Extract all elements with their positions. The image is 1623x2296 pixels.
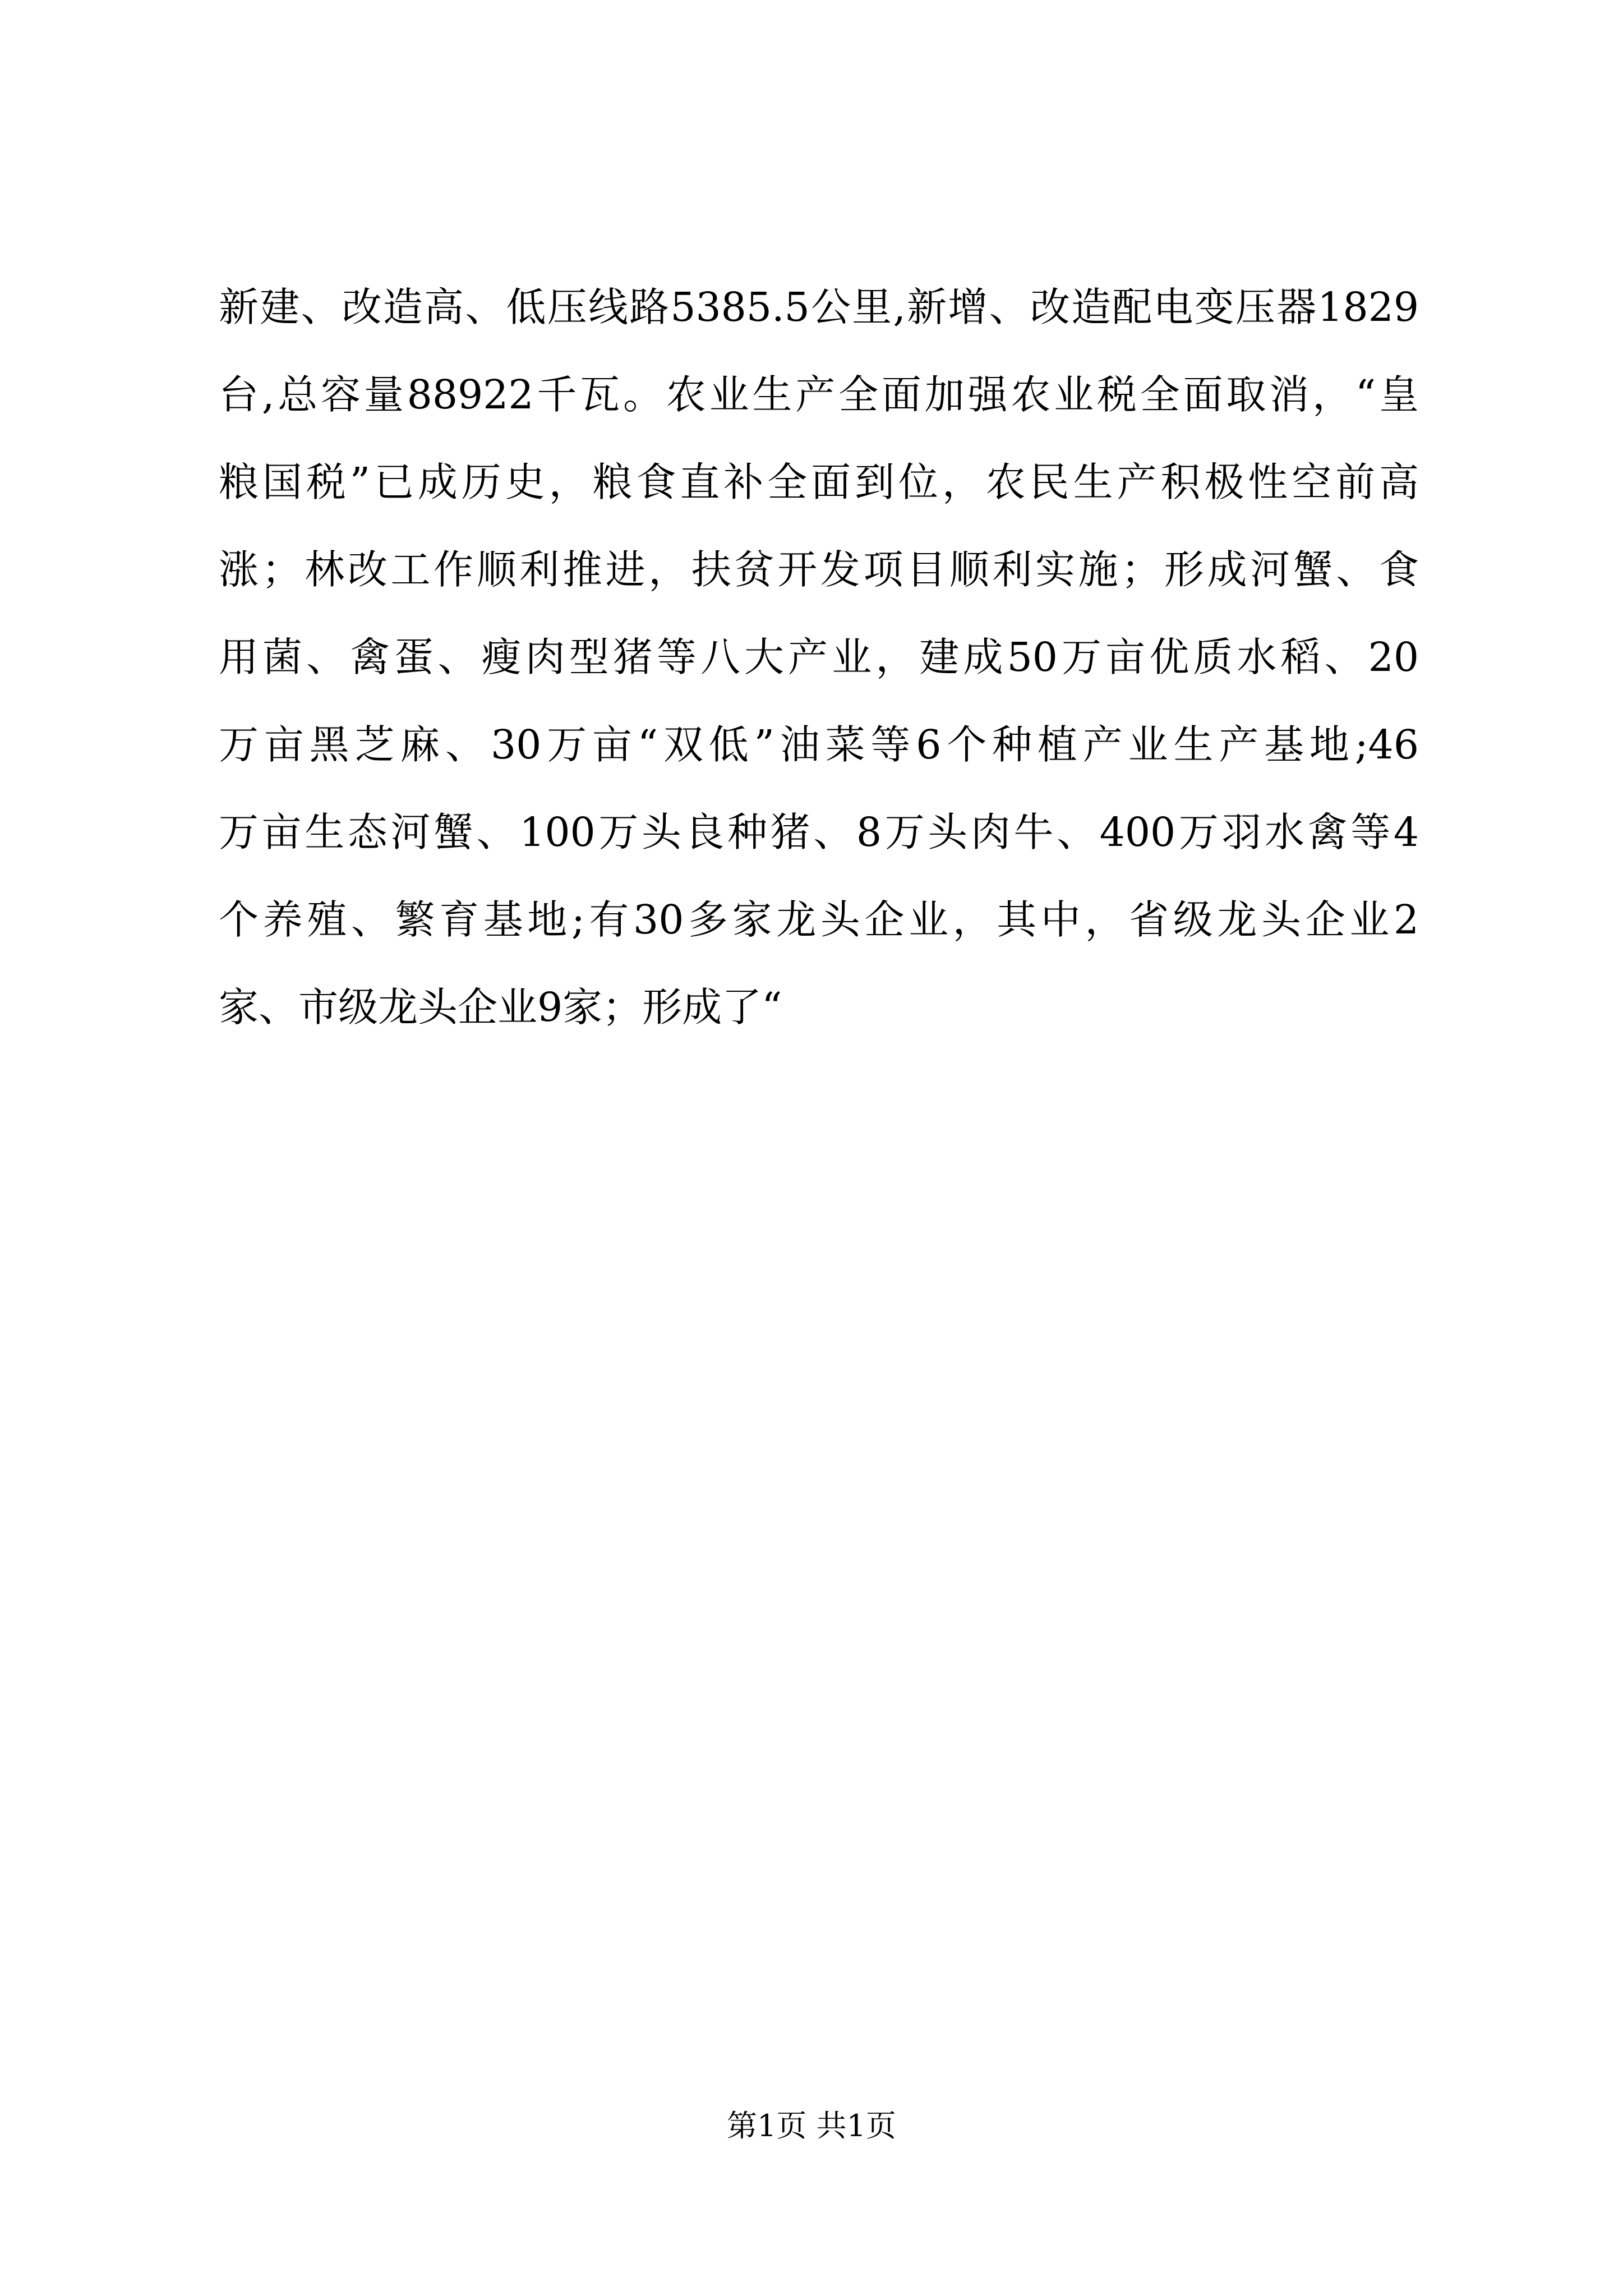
- body-paragraph: [219, 264, 1419, 1051]
- text-line-9: 家、市级龙头企业9家；形成了“: [219, 984, 782, 1030]
- text-line-3: 粮国税”已成历史，粮食直补全面到位，农民生产积极性空前高: [219, 459, 1419, 505]
- text-line-5: 用菌、禽蛋、瘦肉型猪等八大产业，建成50万亩优质水稻、20: [219, 634, 1419, 680]
- text-line-2: 台,总容量88922千瓦。农业生产全面加强农业税全面取消，“皇: [219, 371, 1419, 418]
- text-line-4: 涨；林改工作顺利推进，扶贫开发项目顺利实施；形成河蟹、食: [219, 546, 1419, 593]
- text-line-7: 万亩生态河蟹、100万头良种猪、8万头肉牛、400万羽水禽等4: [219, 809, 1419, 855]
- text-line-8: 个养殖、繁育基地;有30多家龙头企业，其中，省级龙头企业2: [219, 896, 1419, 943]
- page-footer: 第1页 共1页: [727, 2108, 896, 2143]
- text-line-1: 新建、改造高、低压线路5385.5公里,新增、改造配电变压器1829: [219, 284, 1419, 330]
- text-line-6: 万亩黑芝麻、30万亩“双低”油菜等6个种植产业生产基地;46: [219, 721, 1419, 768]
